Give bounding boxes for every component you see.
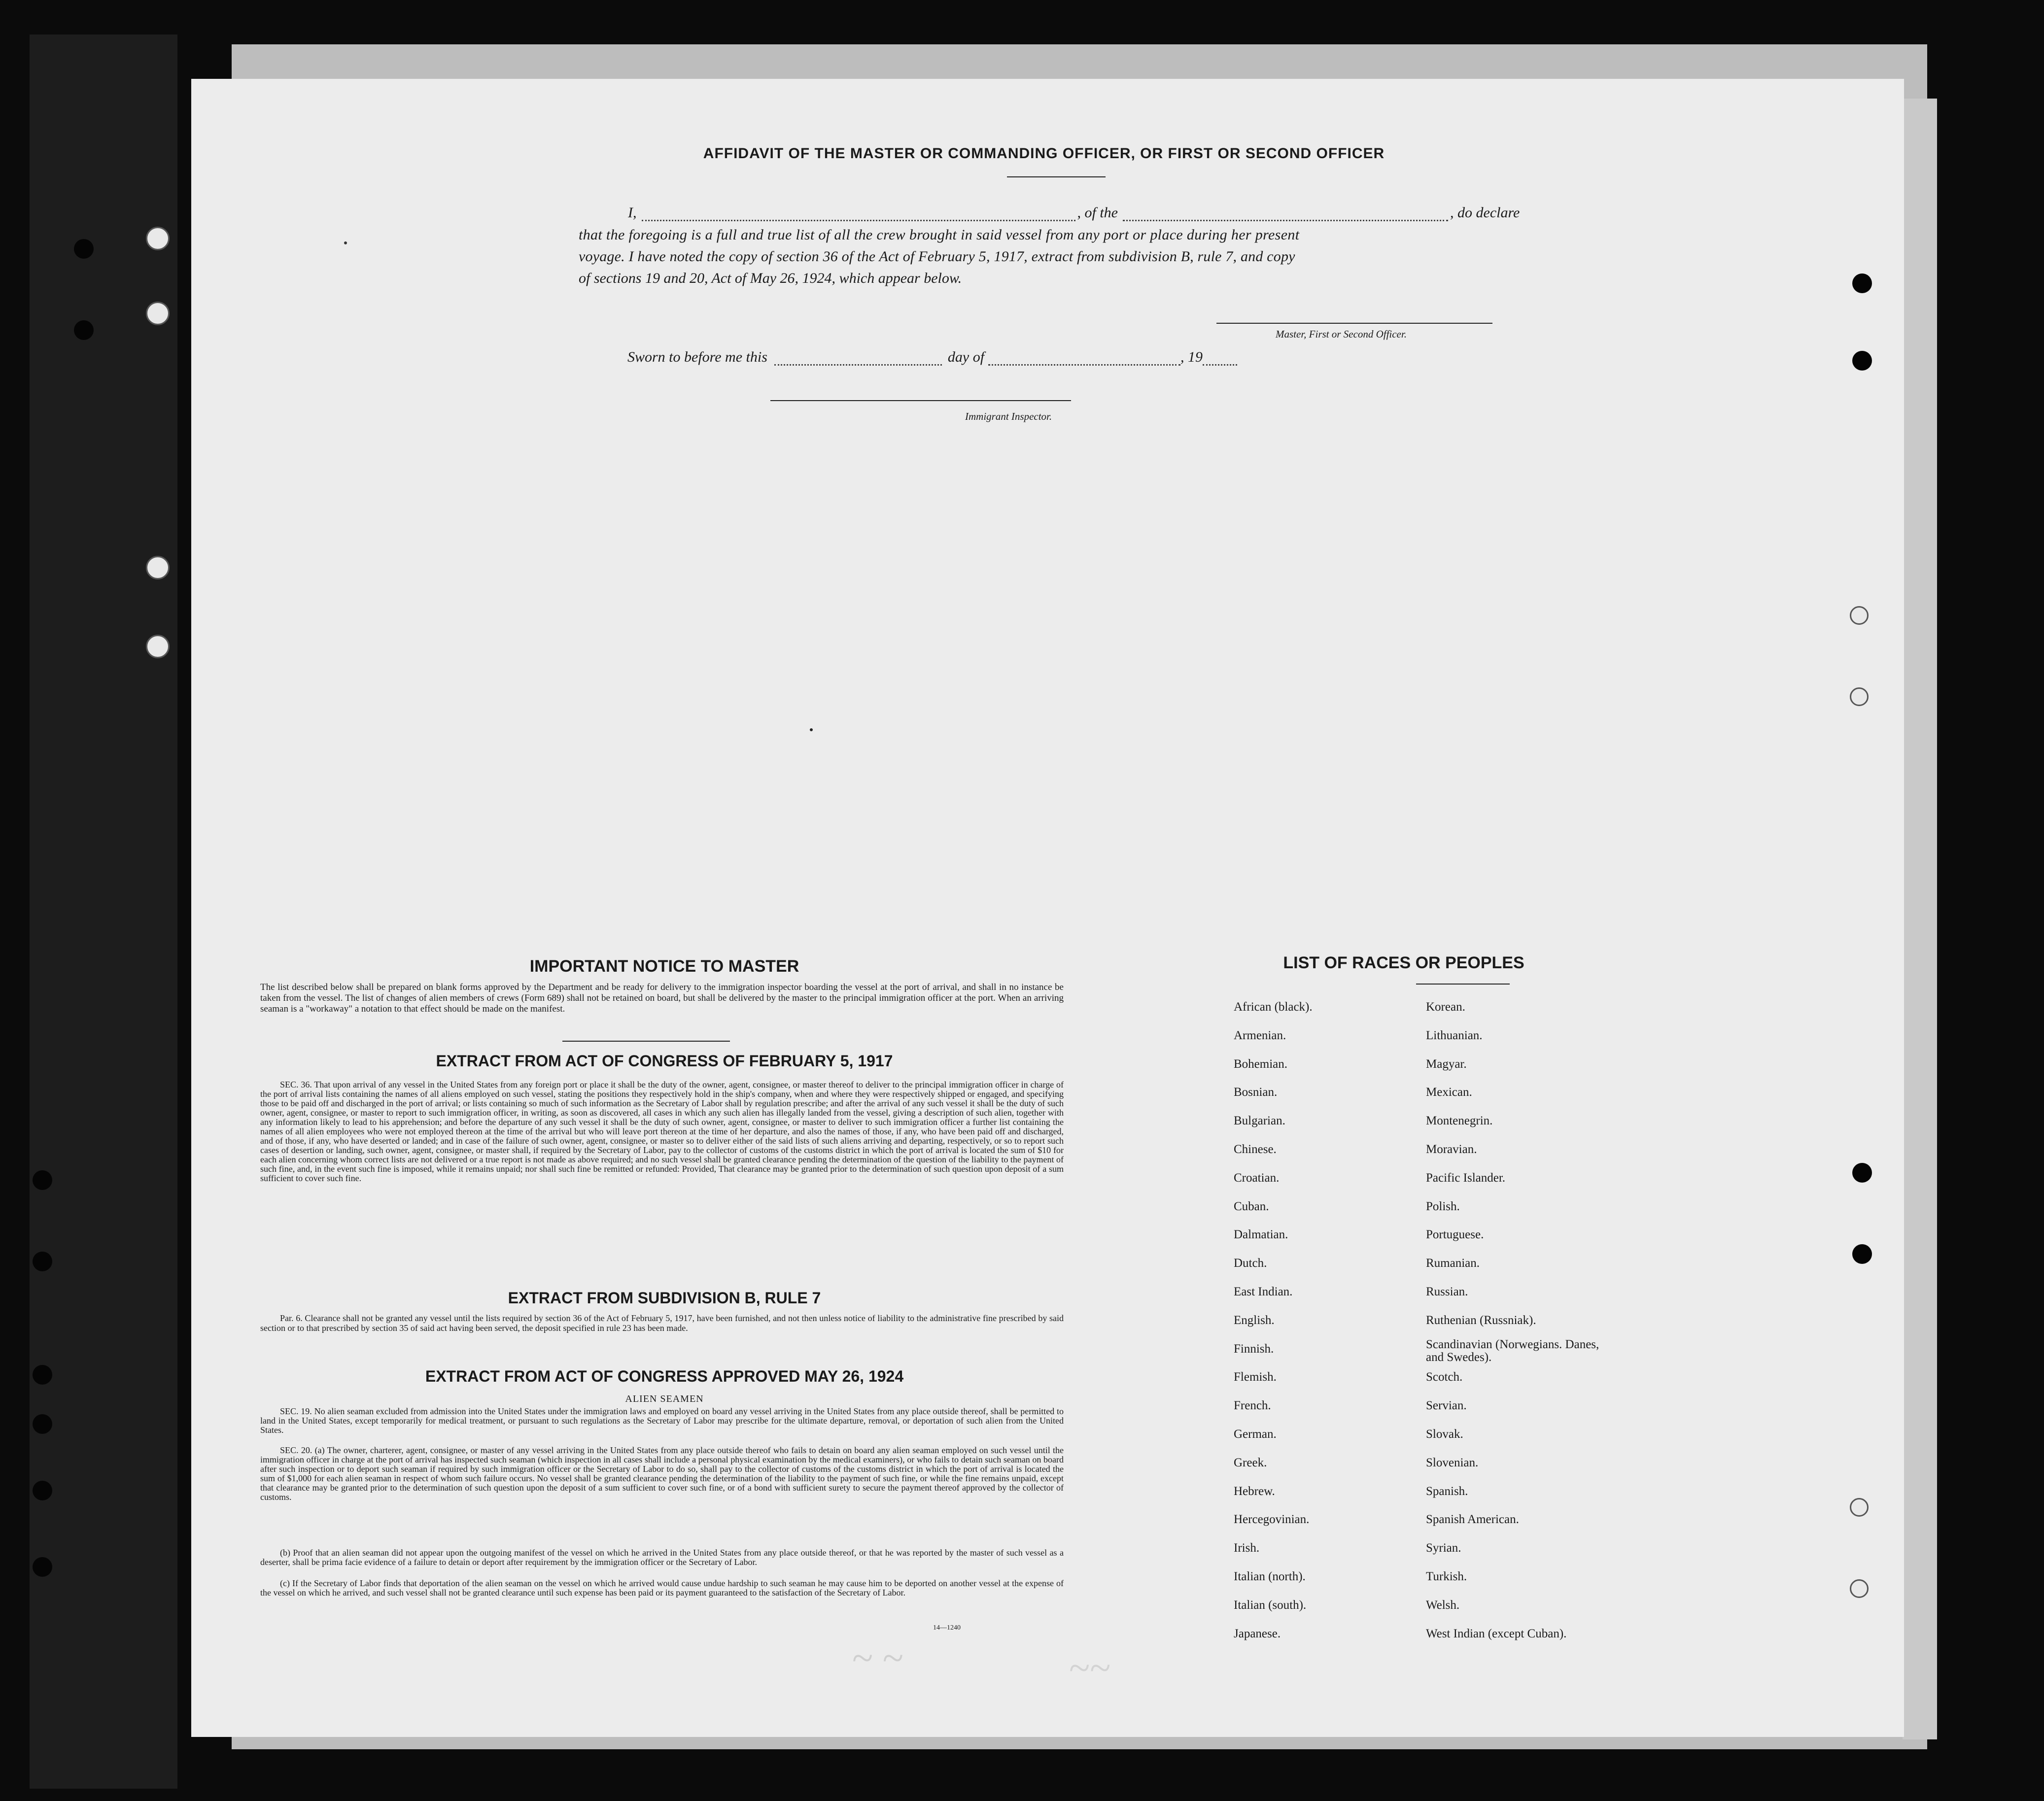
race-item: Dutch. — [1234, 1257, 1267, 1270]
binding-hole — [146, 302, 170, 325]
binding-hole — [33, 1481, 52, 1500]
race-item: Moravian. — [1426, 1143, 1477, 1156]
race-item: Italian (north). — [1234, 1570, 1306, 1583]
affidavit-line1 — [628, 204, 1637, 221]
race-item: Hebrew. — [1234, 1484, 1275, 1498]
notice-heading: IMPORTANT NOTICE TO MASTER — [529, 957, 799, 976]
race-item: Syrian. — [1426, 1541, 1461, 1555]
binding-hole — [33, 1557, 52, 1577]
binding-hole — [74, 320, 94, 340]
section-20a-text: SEC. 20. (a) The owner, charterer, agent, consignee, or master of any vessel arriving in the United States from any place outside thereof who fails to detain on board any alien seaman employed on such vessel until the immigration officer in charge at the port of arrival has inspected such seaman (which inspection in all cases shall include a personal physical examination by the medical examiners), or who fails to detain such seaman on board after such inspection or to deport such seaman if required by such immigration officer or the Secretary of Labor to do so, shall pay to the collector of customs of the customs district in which the port of arrival is located the sum of $1,000 for each alien seaman in respect of whom such failure occurs. No vessel shall be granted clearance pending the determination of the liability to the payment of such fine, or while the fine remains unpaid, except that clearance may be granted prior to the determination of such question upon the deposit of a sum sufficient to cover such fine, or of a bond with sufficient surety to secure the payment thereof approved by the collector of customs. — [260, 1445, 1064, 1502]
affidavit-heading: AFFIDAVIT OF THE MASTER OR COMMANDING OFFICER, OR FIRST OR SECOND OFFICER — [703, 145, 1385, 162]
races-divider — [1416, 984, 1510, 985]
binding-hole — [33, 1170, 52, 1190]
inspector-signature-label: Immigrant Inspector. — [965, 410, 1052, 422]
document-page — [191, 79, 1904, 1737]
notice-body: The list described below shall be prepared on blank forms approved by the Department and be ready for delivery to the immigration inspector boarding the vessel at the port of arrival, and shall in no instance be taken from the vessel. The list of changes of alien members of crews (Form 689) shall not be retained on board, but shall be delivered by the master to the principal immigration officer at the port. When an arriving seaman is a "workaway" a notation to that effect should be made on the manifest. — [260, 982, 1064, 1014]
race-item: Polish. — [1426, 1199, 1460, 1213]
pencil-scrawl: ~ ~ — [852, 1636, 903, 1679]
race-item: Cuban. — [1234, 1199, 1269, 1213]
race-item: Korean. — [1426, 1000, 1465, 1014]
race-item: African (black). — [1234, 1000, 1313, 1014]
race-item: Slovak. — [1426, 1427, 1463, 1441]
race-item: Welsh. — [1426, 1598, 1460, 1612]
extract-1917-heading: EXTRACT FROM ACT OF CONGRESS OF FEBRUARY 5, 1917 — [436, 1052, 893, 1070]
punch-hole — [1850, 606, 1869, 625]
race-item: Spanish American. — [1426, 1513, 1519, 1527]
rule7-heading: EXTRACT FROM SUBDIVISION B, RULE 7 — [508, 1289, 821, 1307]
race-item: Ruthenian (Russniak). — [1426, 1313, 1536, 1327]
affidavit-line4: of sections 19 and 20, Act of May 26, 1924, which appear below. — [579, 270, 962, 286]
race-item: Finnish. — [1234, 1342, 1274, 1356]
pencil-scrawl: ~~ — [1069, 1646, 1110, 1689]
race-item: Scandinavian (Norwegians. Danes, and Swedes). — [1426, 1337, 1599, 1364]
binding-hole — [146, 635, 170, 658]
race-item: Chinese. — [1234, 1143, 1277, 1156]
race-item: Portuguese. — [1426, 1228, 1484, 1242]
race-item: Slovenian. — [1426, 1456, 1479, 1469]
master-signature-label: Master, First or Second Officer. — [1276, 328, 1407, 340]
day-blank[interactable] — [774, 364, 942, 366]
race-item: Croatian. — [1234, 1171, 1280, 1185]
punch-hole — [1852, 351, 1872, 371]
race-item: Montenegrin. — [1426, 1114, 1493, 1128]
race-item: Russian. — [1426, 1285, 1468, 1298]
punch-hole — [1850, 1579, 1869, 1598]
stray-mark — [344, 241, 347, 244]
punch-hole — [1850, 687, 1869, 706]
race-item: Irish. — [1234, 1541, 1260, 1555]
race-item: English. — [1234, 1313, 1275, 1327]
section-20c-text: (c) If the Secretary of Labor finds that deportation of the alien seaman on the vessel on which he arrived would cause undue hardship to such seaman he may cause him to be deported on another vessel at the expense of the vessel on which he arrived, and such vessel shall not be granted clearance until such expense has been paid or its payment guaranteed to the satisfaction of the Secretary of Labor. — [260, 1578, 1064, 1597]
stray-mark — [810, 728, 813, 731]
race-item: Rumanian. — [1426, 1257, 1480, 1270]
extract-1924-heading: EXTRACT FROM ACT OF CONGRESS APPROVED MAY 26, 1924 — [425, 1367, 904, 1385]
binding-strip — [30, 34, 177, 1789]
race-item: French. — [1234, 1399, 1271, 1413]
race-item: Bulgarian. — [1234, 1114, 1285, 1128]
form-number: 14—1240 — [933, 1624, 961, 1631]
affidavit-declare: , do declare — [1450, 204, 1520, 221]
sworn-label: Sworn to before me this — [627, 349, 767, 365]
alien-seamen-subheading: ALIEN SEAMEN — [625, 1393, 704, 1404]
section-divider — [562, 1041, 730, 1042]
master-signature-line — [1216, 323, 1492, 324]
section-19-text: SEC. 19. No alien seaman excluded from admission into the United States under the immigration laws and employed on board any vessel arriving in the United States from any place outside thereof, shall be permitted to land in the United States, except temporarily for medical treatment, or pursuant to such regulations as the Secretary of Labor may prescribe for the ultimate departure, removal, or deportation of such alien from the United States. — [260, 1406, 1064, 1435]
binding-hole — [74, 239, 94, 259]
race-item: Scotch. — [1426, 1370, 1463, 1384]
vessel-blank[interactable] — [1123, 220, 1448, 221]
affidavit-i: I, — [628, 204, 637, 221]
month-blank[interactable] — [988, 364, 1180, 366]
binding-hole — [33, 1365, 52, 1385]
punch-hole — [1850, 1498, 1869, 1517]
affidavit-of-the: , of the — [1077, 204, 1118, 221]
punch-hole — [1852, 1244, 1872, 1264]
section-20b-text: (b) Proof that an alien seaman did not appear upon the outgoing manifest of the vessel on which he arrived in the United States from any place outside thereof, or that he was reported by the master of such vessel as a deserter, shall be prima facie evidence of a failure to detain or deport after requirement by the immigration officer or the Secretary of Labor. — [260, 1548, 1064, 1567]
race-item: Magyar. — [1426, 1057, 1467, 1071]
affidavit-line2: that the foregoing is a full and true list of all the crew brought in said vessel from any port or place during her present — [579, 227, 1300, 243]
binding-hole — [33, 1252, 52, 1271]
day-of-label: day of — [947, 349, 985, 365]
race-item: Bosnian. — [1234, 1086, 1278, 1099]
year-blank[interactable] — [1203, 364, 1237, 366]
sworn-line — [627, 349, 1237, 366]
punch-hole — [1852, 273, 1872, 293]
race-item: Pacific Islander. — [1426, 1171, 1506, 1185]
race-item: Lithuanian. — [1426, 1028, 1483, 1042]
race-item: Mexican. — [1426, 1086, 1472, 1099]
races-heading: LIST OF RACES OR PEOPLES — [1283, 953, 1524, 972]
race-item: Flemish. — [1234, 1370, 1277, 1384]
race-item: Japanese. — [1234, 1627, 1281, 1640]
extract-1917-body: SEC. 36. That upon arrival of any vessel in the United States from any foreign port or place it shall be the duty of the owner, agent, consignee, or master thereof to deliver to the principal immigration officer in charge of the port of arrival lists containing the names of all aliens employed on such vessel, stating the positions they respectively hold in the ship's company, when and where they were respectively shipped or engaged, and specifying those to be paid off and discharged in the port of arrival; or lists containing so much of such information as the Secretary of Labor shall by regulation prescribe; and after the arrival of any such vessel it shall be the duty of such owner, agent, consignee, or master to report to such immigration officer, in writing, as soon as discovered, all cases in which any such alien has illegally landed from the vessel, giving a description of such alien, together with any information likely to lead to his apprehension; and before the departure of any such vessel it shall be the duty of such owner, agent, consignee, or master to deliver to such immigration officer a further list containing the names of all alien employees who were not employed thereon at the time of the arrival but who will leave port thereon at the time of her departure, and also the names of those, if any, who have been paid off and discharged, and of those, if any, who have deserted or landed; and in case of the failure of such owner, agent, consignee, or master so to deliver either of the said lists of such aliens arriving and departing, respectively, or so to report such cases of desertion or landing, such owner, agent, consignee, or master shall, if required by the Secretary of Labor, pay to the collector of customs of the customs district in which the port of arrival is located the sum of $10 for each alien concerning whom correct lists are not delivered or a true report is not made as above required; and no such vessel shall be granted clearance pending the determination of the question of the liability to the payment of such fine, and, in the event such fine is imposed, while it remains unpaid; nor shall such fine be remitted or refunded: Provided, That clearance may be granted prior to the determination of such question upon deposit of a sum sufficient to cover such fine. — [260, 1080, 1064, 1183]
race-item: Bohemian. — [1234, 1057, 1288, 1071]
race-item: Hercegovinian. — [1234, 1513, 1310, 1527]
race-item: Armenian. — [1234, 1028, 1286, 1042]
race-item: East Indian. — [1234, 1285, 1293, 1298]
inspector-signature-line — [770, 400, 1071, 401]
race-item: Turkish. — [1426, 1570, 1467, 1583]
affidavit-line3: voyage. I have noted the copy of section 36 of the Act of February 5, 1917, extract from subdivision B, rule 7, and copy — [579, 248, 1295, 265]
race-item: Greek. — [1234, 1456, 1267, 1469]
name-blank[interactable] — [642, 220, 1075, 221]
binding-hole — [146, 556, 170, 579]
heading-divider — [1007, 176, 1106, 177]
binding-hole — [33, 1414, 52, 1434]
underlying-page-right-edge — [1903, 99, 1937, 1739]
race-item: West Indian (except Cuban). — [1426, 1627, 1567, 1640]
race-item: German. — [1234, 1427, 1277, 1441]
race-item: Italian (south). — [1234, 1598, 1307, 1612]
rule7-body: Par. 6. Clearance shall not be granted any vessel until the lists required by section 36 of the Act of February 5, 1917, have been furnished, and not then unless notice of liability to the administrative fine prescribed by said section or to that prescribed by section 35 of said act having been served, the deposit specified in rule 23 has been made. — [260, 1313, 1064, 1333]
binding-hole — [146, 227, 170, 250]
race-item: Dalmatian. — [1234, 1228, 1288, 1242]
race-item: Spanish. — [1426, 1484, 1468, 1498]
punch-hole — [1852, 1163, 1872, 1183]
race-item: Servian. — [1426, 1399, 1467, 1413]
year-label: , 19 — [1180, 349, 1203, 365]
